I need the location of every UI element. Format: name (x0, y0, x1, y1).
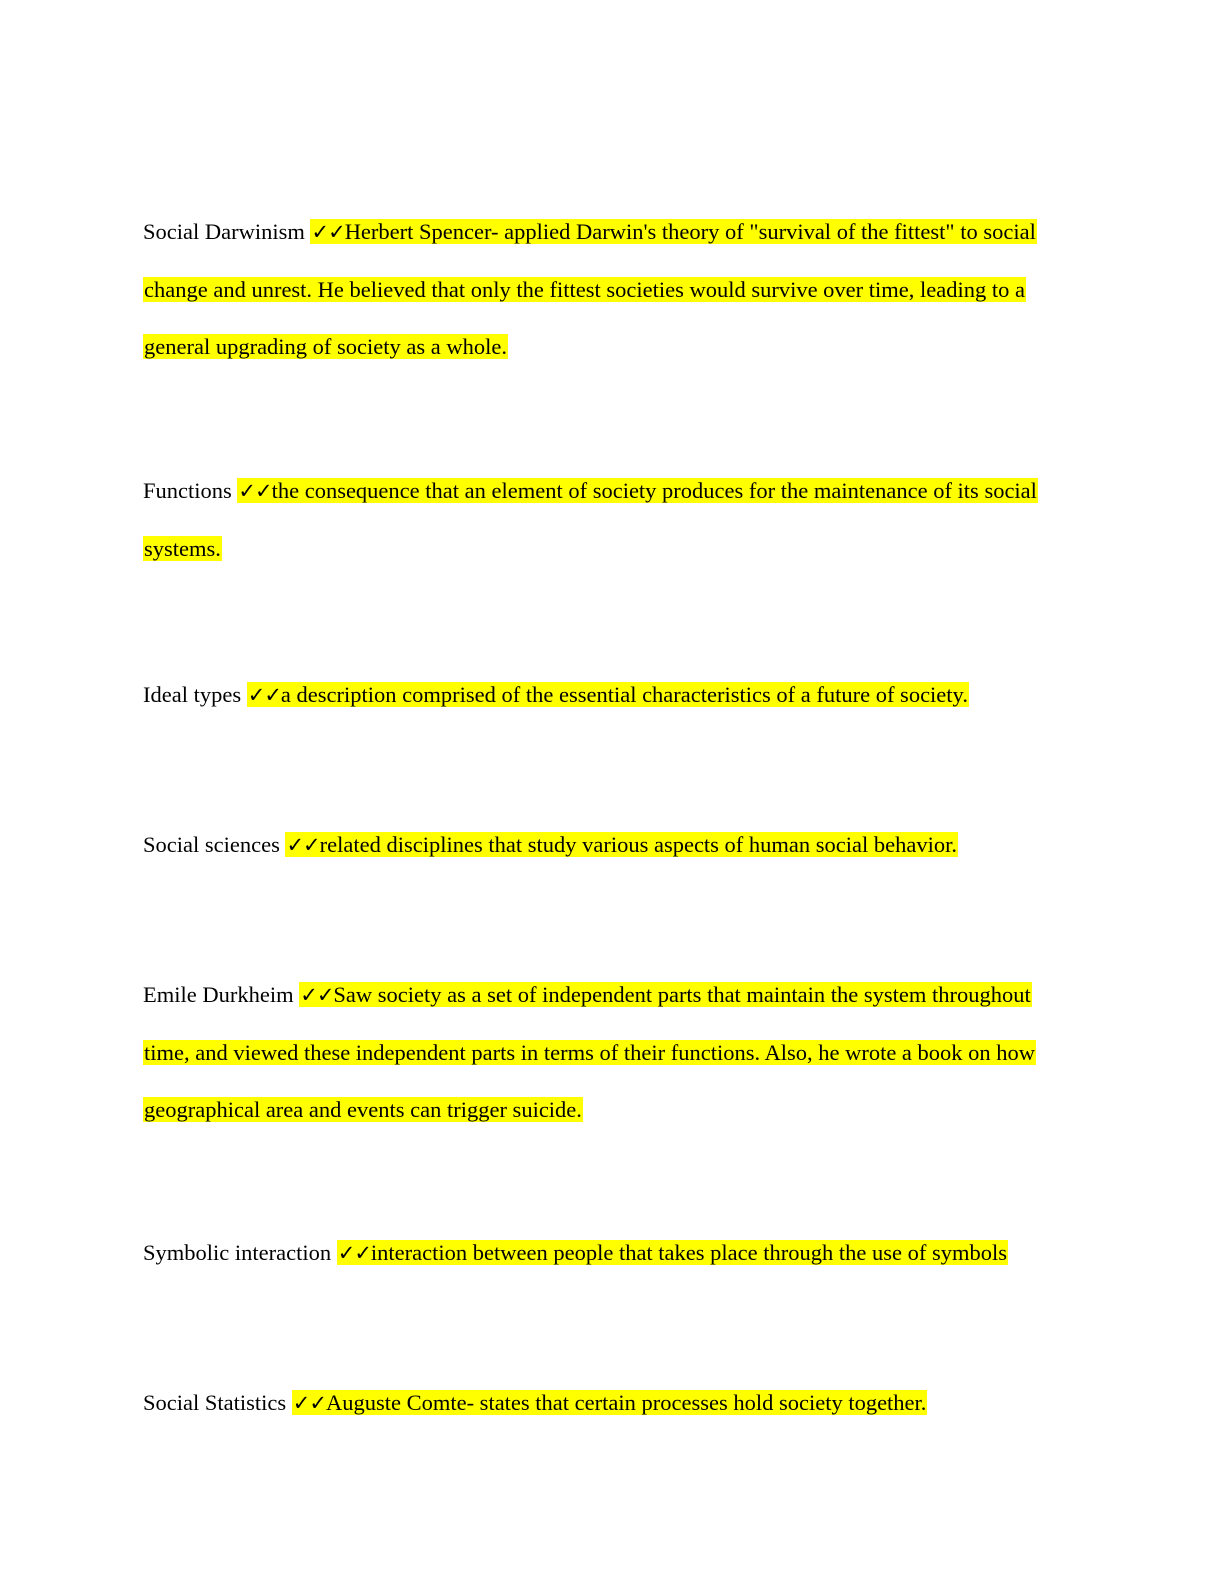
entry-definition: interaction between people that takes place through the use of symbols (370, 1240, 1007, 1265)
entry-definition-highlight (292, 1390, 928, 1415)
entry-term: Social sciences (143, 832, 280, 857)
entry-definition-highlight (337, 1240, 1008, 1265)
entry-term: Emile Durkheim (143, 982, 294, 1007)
entry-definition-highlight (247, 682, 969, 707)
glossary-entry-social-darwinism (143, 203, 1078, 375)
check-mark-icon: ✓✓ (337, 1241, 371, 1265)
check-mark-icon: ✓✓ (238, 479, 272, 503)
glossary-entry-social-sciences (143, 816, 1078, 874)
entry-term: Social Statistics (143, 1390, 287, 1415)
glossary-entry-ideal-types (143, 666, 1078, 724)
entry-definition: Herbert Spencer- applied Darwin's theory of "survival of the fittest" to social change and unrest. He believed that only the fittest societies would survive over time, leading to a general upgrading of society as a whole. (144, 219, 1036, 359)
entry-definition-highlight (143, 478, 1038, 561)
check-mark-icon: ✓✓ (292, 1391, 326, 1415)
entry-definition: a description comprised of the essential characteristics of a future of society. (280, 682, 968, 707)
check-mark-icon: ✓✓ (300, 983, 334, 1007)
entry-term: Symbolic interaction (143, 1240, 332, 1265)
glossary-entry-symbolic-interaction (143, 1224, 1078, 1282)
entry-term: Functions (143, 478, 232, 503)
glossary-entry-functions (143, 462, 1078, 577)
check-mark-icon: ✓✓ (286, 833, 320, 857)
glossary-entry-emile-durkheim (143, 966, 1078, 1138)
entry-term: Ideal types (143, 682, 242, 707)
glossary-entry-social-statistics (143, 1374, 1078, 1432)
check-mark-icon: ✓✓ (311, 220, 345, 244)
check-mark-icon: ✓✓ (247, 683, 281, 707)
entry-definition: the consequence that an element of society produces for the maintenance of its social systems. (144, 478, 1037, 561)
entry-definition-highlight (285, 832, 958, 857)
entry-definition: Saw society as a set of independent parts that maintain the system throughout time, and viewed these independent parts in terms of their functions. Also, he wrote a book on how geographical area and events can trigger suicide. (144, 982, 1036, 1122)
entry-term: Social Darwinism (143, 219, 305, 244)
entry-definition: Auguste Comte- states that certain processes hold society together. (325, 1390, 927, 1415)
entry-definition: related disciplines that study various aspects of human social behavior. (319, 832, 957, 857)
